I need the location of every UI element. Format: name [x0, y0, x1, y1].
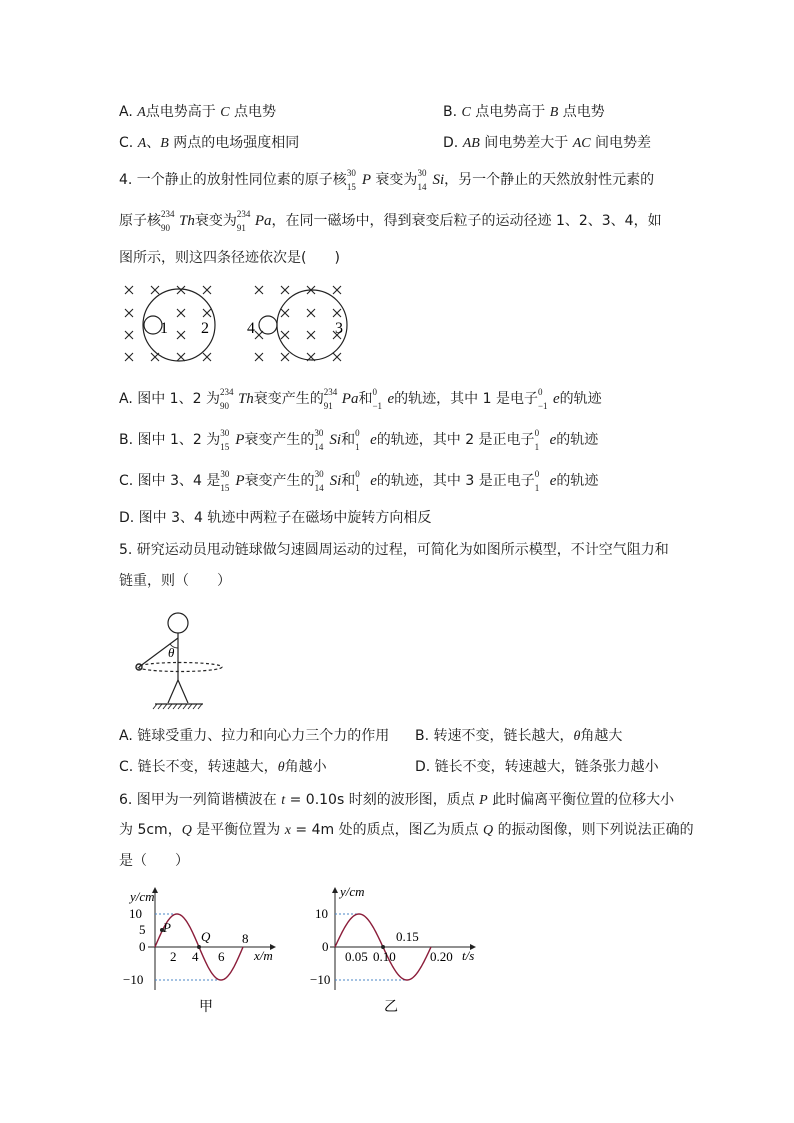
stem-text: 4. 一个静止的放射性同位素的原子核 — [119, 172, 347, 188]
nuclide-pa234: 234 91 Pa — [323, 387, 359, 411]
y-tick: −10 — [123, 972, 144, 987]
q4-track-figure — [115, 278, 355, 370]
option-text: 间电势差大于 — [479, 135, 573, 151]
nuclide-electron: 0 −1 e — [537, 387, 560, 411]
nuclide-p30: 30 15 P — [346, 168, 371, 192]
option-text: 和 — [358, 391, 373, 407]
q5-option-b — [415, 726, 622, 747]
point-a: A — [137, 105, 146, 120]
q4-option-a — [119, 389, 602, 409]
y-tick: 10 — [129, 906, 142, 921]
nuclide-p30: 30 15 P — [220, 428, 245, 452]
theta-symbol: θ — [573, 729, 581, 744]
athlete-head — [168, 613, 188, 633]
option-text: 的轨迹，其中 2 是正电子 — [376, 432, 535, 448]
stem-text: 是平衡位置为 — [191, 822, 285, 838]
q5-option-a: A. 链球受重力、拉力和向心力三个力的作用 — [119, 728, 390, 744]
nuclide-electron: 0 −1 e — [372, 387, 395, 411]
y-tick: 0 — [139, 939, 146, 954]
segment-ac: AC — [572, 136, 591, 151]
figure-caption-jia: 甲 — [199, 999, 213, 1015]
point-b: B — [549, 105, 559, 120]
q6-wave-graph — [115, 880, 290, 1015]
stem-text: 的振动图像，则下列说法正确的 — [493, 822, 694, 838]
option-text: 的轨迹，其中 3 是正电子 — [376, 473, 535, 489]
var-t: t — [281, 793, 286, 808]
nuclide-positron: 0 1 e — [355, 428, 377, 452]
option-text: 间电势差 — [590, 135, 652, 151]
x-axis-label: x/m — [254, 948, 273, 963]
option-text: 点电势 — [229, 104, 277, 120]
y-axis-label: y/cm — [130, 889, 155, 904]
q3-option-c — [119, 133, 299, 154]
option-text: 和 — [341, 432, 356, 448]
option-text: 点电势高于 — [470, 104, 550, 120]
stem-text: 原子核 — [119, 213, 161, 229]
segment-ab: AB — [462, 136, 480, 151]
point-q-label: Q — [201, 929, 211, 944]
y-axis-label: y/cm — [340, 884, 365, 899]
q5-stem-line2: 链重，则（ ） — [119, 573, 231, 589]
label-4: 4 — [247, 320, 255, 337]
circular-path — [138, 663, 222, 672]
nuclide-p30: 30 15 P — [220, 469, 245, 493]
track-4-circle — [259, 316, 277, 334]
q5-option-d: D. 链长不变，转速越大，链条张力越小 — [415, 759, 659, 775]
option-text: A. 图中 1、2 为 — [119, 391, 220, 407]
option-text: 衰变产生的 — [253, 391, 324, 407]
q6-stem-line1 — [119, 790, 674, 811]
option-text: 和 — [341, 473, 356, 489]
theta-label: θ — [168, 645, 175, 660]
option-text: B. 图中 1、2 为 — [119, 432, 221, 448]
stem-text: = 0.10s 时刻的波形图，质点 — [285, 792, 480, 808]
nuclide-si30: 30 14 Si — [314, 428, 342, 452]
q4-option-d: D. 图中 3、4 轨迹中两粒子在磁场中旋转方向相反 — [119, 510, 432, 526]
t-axis-label: t/s — [462, 948, 475, 963]
option-text: 的轨迹 — [559, 391, 602, 407]
option-text: 点电势高于 — [145, 104, 221, 120]
q4-stem-line1 — [119, 170, 654, 190]
point-p-label: P — [163, 920, 171, 935]
q3-option-a — [119, 102, 276, 123]
option-letter: D. — [443, 135, 463, 151]
nuclide-si30: 30 14 Si — [417, 168, 445, 192]
stem-text: ，另一个静止的天然放射性元素的 — [444, 172, 655, 188]
option-text: 的轨迹 — [556, 432, 599, 448]
x-tick: 4 — [192, 949, 199, 964]
option-text: 角越小 — [284, 759, 327, 775]
stem-text: 此时偏离平衡位置的位移大小 — [487, 792, 675, 808]
nuclide-positron: 0 1 e — [534, 428, 557, 452]
option-letter: B. — [443, 104, 462, 120]
x-tick: 2 — [170, 949, 177, 964]
q3-option-d — [443, 133, 651, 154]
y-tick: 10 — [315, 906, 328, 921]
t-tick: 0.20 — [430, 949, 453, 964]
theta-symbol: θ — [277, 760, 285, 775]
stem-text: = 4m 处的质点，图乙为质点 — [290, 822, 484, 838]
stem-text: ，在同一磁场中，得到衰变后粒子的运动径迹 1、2、3、4，如 — [271, 213, 662, 229]
y-tick: 5 — [139, 922, 146, 937]
y-tick: −10 — [310, 972, 331, 987]
x-tick: 6 — [218, 949, 225, 964]
q5-option-c — [119, 757, 327, 778]
option-text: C. 链长不变，转速越大， — [119, 759, 278, 775]
nuclide-positron: 0 1 e — [355, 469, 377, 493]
nuclide-si30: 30 14 Si — [314, 469, 342, 493]
q4-option-c — [119, 471, 598, 491]
athlete-leg-right — [178, 680, 188, 703]
stem-text: 为 5cm， — [119, 822, 182, 838]
stem-text: 6. 图甲为一列简谐横波在 — [119, 792, 282, 808]
point-a: A — [137, 136, 147, 151]
nuclide-th234: 234 90 Th — [219, 387, 254, 411]
stem-text: 衰变为 — [370, 172, 418, 188]
option-text: 的轨迹 — [556, 473, 599, 489]
option-text: 点电势 — [558, 104, 605, 120]
option-letter: A. — [119, 104, 138, 120]
point-b: B — [160, 136, 169, 151]
field-crosses — [125, 286, 341, 361]
label-3: 3 — [335, 320, 343, 337]
var-x: x — [284, 823, 291, 838]
q6-stem-line2 — [119, 820, 694, 841]
option-text: 衰变产生的 — [244, 473, 315, 489]
q6-vibration-graph — [310, 880, 485, 1015]
ground-hatch — [153, 704, 202, 709]
label-2: 2 — [201, 320, 209, 337]
option-text: 角越大 — [580, 728, 623, 744]
option-text: B. 转速不变，链长越大， — [415, 728, 574, 744]
t-tick: 0.05 — [345, 949, 368, 964]
q5-hammer-figure — [128, 608, 228, 712]
option-text: 衰变产生的 — [244, 432, 315, 448]
option-letter: C. — [119, 135, 138, 151]
nuclide-th234: 234 90 Th — [161, 209, 195, 233]
var-q: Q — [181, 823, 192, 838]
nuclide-pa234: 234 91 Pa — [236, 209, 272, 233]
t-tick: 0.10 — [373, 949, 396, 964]
y-tick: 0 — [322, 939, 329, 954]
var-p: P — [479, 793, 488, 808]
option-text: C. 图中 3、4 是 — [119, 473, 221, 489]
point-c: C — [461, 105, 471, 120]
x-tick: 8 — [242, 931, 249, 946]
label-1: 1 — [160, 320, 168, 337]
option-text: 的轨迹，其中 1 是电子 — [394, 391, 538, 407]
q4-stem-line3: 图所示，则这四条径迹依次是( ) — [119, 250, 340, 266]
t-tick: 0.15 — [396, 929, 419, 944]
option-text: 、 — [146, 135, 161, 151]
q4-stem-line2 — [119, 211, 662, 231]
q3-option-b — [443, 102, 605, 123]
point-c: C — [220, 105, 230, 120]
var-q: Q — [483, 823, 494, 838]
q5-stem-line1: 5. 研究运动员甩动链球做匀速圆周运动的过程，可简化为如图所示模型，不计空气阻力和 — [119, 542, 669, 558]
q6-stem-line3: 是（ ） — [119, 853, 189, 869]
stem-text: 衰变为 — [194, 213, 237, 229]
option-text: 两点的电场强度相同 — [168, 135, 300, 151]
q4-option-b — [119, 430, 598, 450]
nuclide-positron: 0 1 e — [534, 469, 557, 493]
athlete-leg-left — [168, 680, 178, 703]
figure-caption-yi: 乙 — [384, 999, 398, 1015]
